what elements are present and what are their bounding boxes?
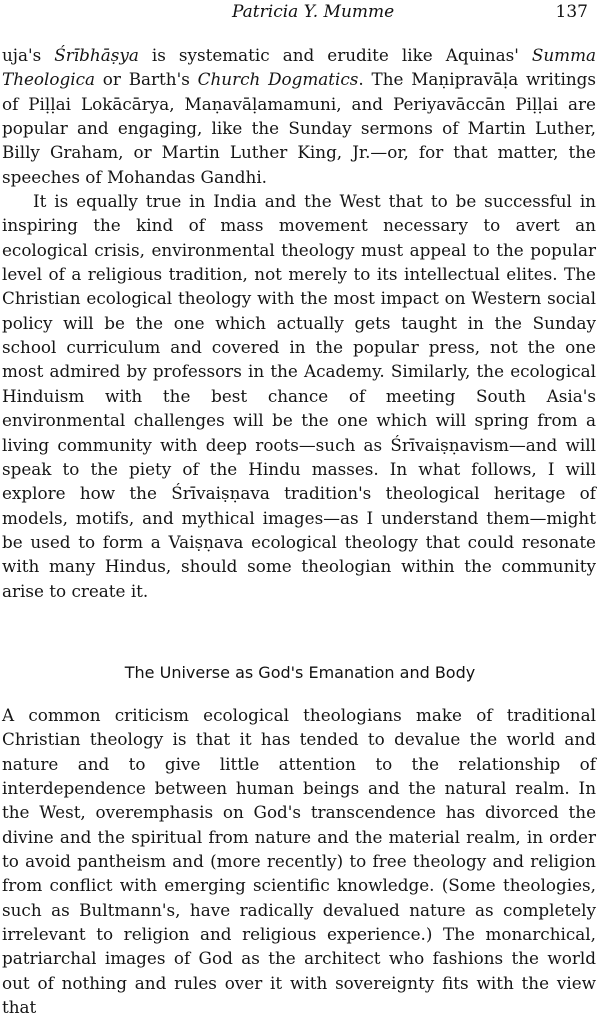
paragraph-mass-movement: It is equally true in India and the West that to be successful in inspiring the kind of mass movement necessary to avert an ecological crisis, environmental theology must appeal to the popular level of a religious tradition, not merely to its intellectual elites. The Christian ecological theology with the most impact on Western social policy will be the one which actually gets taught in the Sunday school curriculum and covered in the popular press, not the one most admired by professors in the Academy. Similarly, the ecological Hinduism with the best chance of meeting South Asia's environmental challenges will be the one which will spring from a living community with deep roots—such as Śrīvaiṣṇavism—and will speak to the piety of the Hindu masses. In what follows, I will explore how the Śrīvaiṣṇava tradition's theological heritage of models, motifs, and mythical images—as I understand them—might be used to form a Vaiṣṇava ecological theology that could resonate with many Hindus, should some theologian within the community arise to create it. <box>2 191 596 601</box>
paragraph-text: or Barth's <box>95 69 198 90</box>
paragraph-continued <box>2 43 596 189</box>
running-head <box>0 2 600 28</box>
body-text-bottom <box>2 703 596 1019</box>
title-italic: Church Dogmatics <box>197 69 359 90</box>
paragraph-text: . The Maṇipravāḷa writings of Piḷḷai Lokācārya, Maṇavāḷamamuni, and Periyavāccān Piḷḷai are popular and engaging, like the Sunday sermons of Martin Luther, Billy Graham, or Martin Luther King, Jr.—or, for that matter, the speeches of Mohandas Gandhi. <box>2 69 596 187</box>
paragraph-text: is systematic and erudite like Aquinas' <box>138 45 532 65</box>
title-italic: Summa Theologica <box>2 45 596 90</box>
title-italic: Śrībhāṣya <box>54 45 139 65</box>
paragraph-text: uja's <box>2 45 55 65</box>
section-heading: The Universe as God's Emanation and Body <box>124 663 476 682</box>
paragraph-ecological-criticism: A common criticism ecological theologians make of traditional Christian theology is that it has tended to devalue the world and nature and to give little attention to the relationship of interdependence between human beings and the natural realm. In the West, overemphasis on God's transcendence has divorced the divine and the spiritual from nature and the material realm, in order to avoid pantheism and (more recently) to free theology and religion from conflict with emerging scientific knowledge. (Some theologies, such as Bultmann's, have radically devalued nature as completely irrelevant to religion and religious experience.) The monarchical, patriarchal images of God as the architect who fashions the world out of nothing and rules over it with sovereignty fits with the view that <box>2 705 596 1018</box>
running-head-author: Patricia Y. Mumme <box>232 2 395 22</box>
page-number: 137 <box>555 2 588 22</box>
body-text-top <box>2 43 596 603</box>
